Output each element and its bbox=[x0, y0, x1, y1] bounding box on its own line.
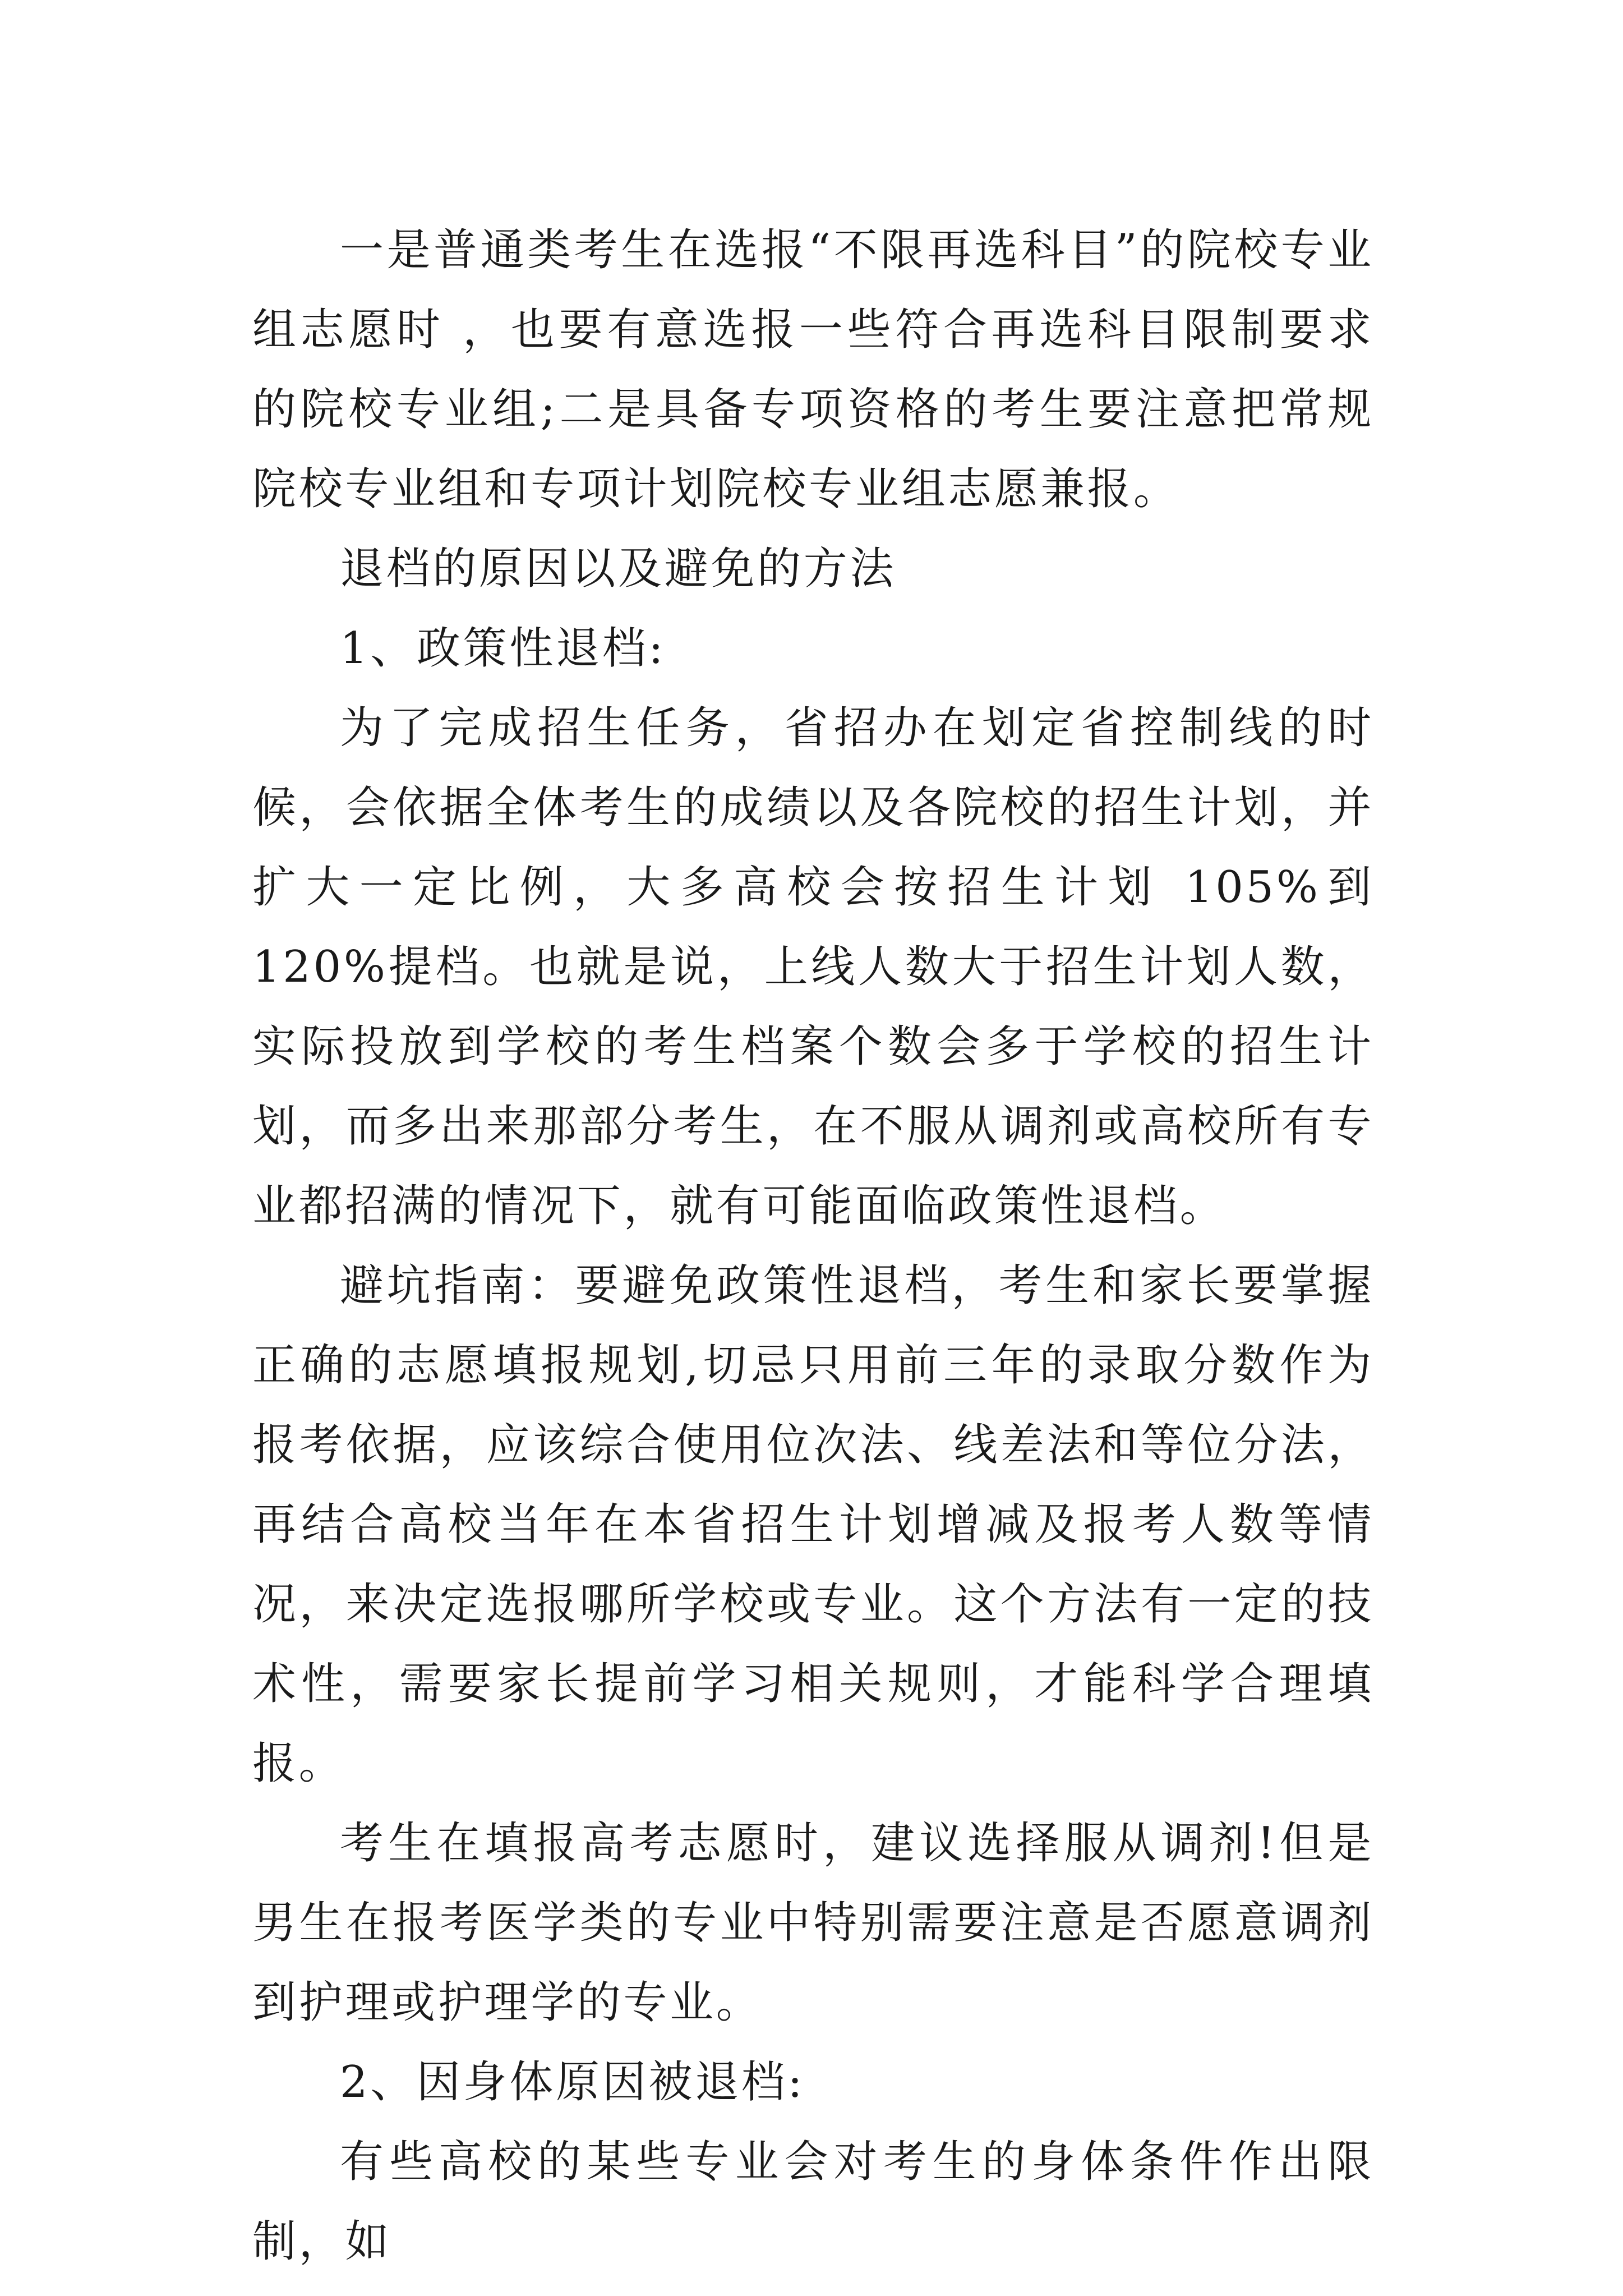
paragraph-physical-conditions: 有些高校的某些专业会对考生的身体条件作出限制，如 bbox=[252, 2137, 1374, 2267]
body-text bbox=[252, 210, 1374, 2281]
paragraph-avoidance-guide: 避坑指南：要避免政策性退档，考生和家长要掌握正确的志愿填报规划,切忌只用前三年的录取分数作为报考依据，应该综合使用位次法、线差法和等位分法，再结合高校当年在本省招生计划增减及报考人数等情况，来决定选报哪所学校或专业。这个方法有一定的技术性，需要家长提前学习相关规则，才能科学合理填报。 bbox=[252, 1260, 1374, 1789]
subheading-physical-withdrawal: 2、因身体原因被退档: bbox=[340, 2057, 805, 2108]
section-heading-withdrawal-reasons: 退档的原因以及避免的方法 bbox=[340, 544, 897, 594]
subheading-policy-withdrawal: 1、政策性退档: bbox=[340, 623, 666, 674]
paragraph-policy-withdrawal: 为了完成招生任务，省招办在划定省控制线的时候，会依据全体考生的成绩以及各院校的招生计划，并扩大一定比例，大多高校会按招生计划 105%到 120%提档。也就是说，上线人数大于招生计划人数，实际投放到学校的考生档案个数会多于学校的招生计划，而多出来那部分考生，在不服从调剂或高校所有专业都招满的情况下，就有可能面临政策性退档。 bbox=[252, 703, 1374, 1231]
paragraph-subject-group-advice: 一是普通类考生在选报“不限再选科目”的院校专业组志愿时 ，也要有意选报一些符合再选科目限制要求的院校专业组;二是具备专项资格的考生要注意把常规院校专业组和专项计划院校专业组志愿兼报。 bbox=[252, 225, 1374, 514]
paragraph-adjustment-advice: 考生在填报高考志愿时，建议选择服从调剂!但是男生在报考医学类的专业中特别需要注意是否愿意调剂到护理或护理学的专业。 bbox=[252, 1818, 1374, 2028]
